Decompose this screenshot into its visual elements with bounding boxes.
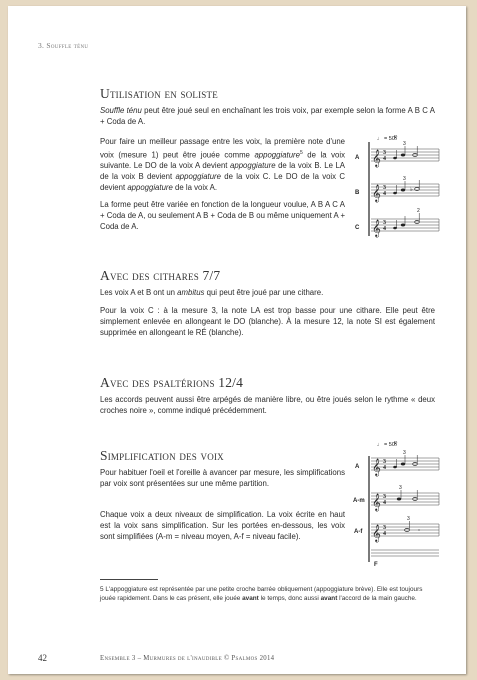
svg-text:3: 3	[383, 150, 386, 156]
score-simplification-a	[353, 438, 443, 570]
paragraph-cithares-ambitus	[100, 288, 435, 299]
emphasis: appoggiature	[127, 182, 173, 192]
paragraph-simplification-levels: Chaque voix a deux niveaux de simplification. La voix écrite en haut est la voix sans simplification. Sur les portées en-dessous, les voix sont simplifiées (A-m = niveau moyen, A-f = niveau facile).	[100, 510, 345, 541]
emphasis: ambitus	[177, 288, 205, 297]
paragraph-soliste-forme: La forme peut être variée en fonction de la longueur voulue, A B A C A + Coda de A, ou seulement A B + Coda de B ou même uniquement A + Coda de A.	[100, 200, 345, 231]
bold-text: avant	[320, 594, 338, 602]
treble-clef-icon: 𝄞	[372, 220, 381, 237]
emphasis: appoggiature	[230, 161, 276, 171]
score-svg	[353, 438, 443, 570]
page-number: 42	[38, 653, 47, 663]
voice-label-a-m: A-m	[353, 498, 365, 504]
flat-icon: ♭	[410, 187, 413, 193]
voice-label-a: A	[355, 464, 360, 470]
tempo-marking: ♩ = 50	[377, 442, 395, 448]
text: L'appoggiature est représentée par une petite croche barrée obliquement (appoggiature brève). Elle est toujours jouée rapidement. Dans le cas présent, elle jouée	[100, 586, 423, 602]
text: l'accord de la main gauche.	[337, 594, 417, 602]
text: le temps, donc aussi	[258, 594, 321, 602]
fingering: 3	[403, 141, 406, 147]
svg-text:3: 3	[383, 494, 386, 500]
treble-clef-icon: 𝄞	[372, 150, 381, 167]
text: de la voix suivante. Le DO de la voix A devient	[100, 150, 346, 171]
staff-a	[355, 141, 439, 167]
treble-clef-icon: 𝄞	[372, 459, 381, 476]
score-voices-a-b-c	[353, 132, 443, 244]
treble-clef-icon: 𝄞	[372, 525, 381, 542]
svg-text:4: 4	[383, 191, 386, 197]
staff-a-m	[353, 485, 439, 511]
fingering: 3	[403, 176, 406, 182]
bottom-label: F	[374, 562, 378, 568]
text: de la voix A.	[172, 182, 218, 192]
footer-credit: Ensemble 3 – Murmures de l'inaudible © Psalmos 2014	[100, 655, 275, 662]
section-title-psalterions: Avec des psaltérions 12/4	[100, 375, 244, 390]
footnote-ref: 5	[299, 149, 303, 156]
footnote	[100, 586, 435, 603]
emphasis: Souffle ténu	[100, 106, 142, 115]
note-head	[393, 157, 397, 160]
staff-b	[355, 176, 439, 202]
treble-clef-icon: 𝄞	[372, 185, 381, 202]
fingering: 3	[399, 485, 402, 491]
bold-text: avant	[242, 594, 259, 602]
emphasis: appoggiature	[175, 171, 221, 181]
paragraph-psalterions: Les accords peuvent aussi être arpégés de manière libre, ou être joués selon le rythme « deux croches noire », comme indiqué précédemment.	[100, 395, 435, 415]
svg-text:3: 3	[383, 525, 386, 531]
text: qui peut être joué par une cithare.	[204, 288, 324, 297]
voice-label-a-f: A-f	[354, 529, 363, 535]
page	[8, 6, 466, 674]
segno-icon: 𝄋	[394, 133, 398, 142]
text: Pour faire un meilleur passage entre les voix, la première note d'une voix (mesure 1) peut être jouée comme	[100, 137, 345, 160]
svg-text:3: 3	[383, 459, 386, 465]
tempo-marking: ♩ = 50	[377, 136, 395, 142]
paragraph-soliste-appoggiature	[100, 137, 345, 194]
paragraph-soliste-intro	[100, 106, 435, 128]
footnote-rule	[100, 579, 158, 580]
voice-label-c: C	[355, 225, 360, 231]
fingering: 2	[417, 208, 420, 214]
emphasis: appoggiature	[254, 150, 300, 160]
paragraph-cithares-voix-c: Pour la voix C : à la mesure 3, la note LA est trop basse pour une cithare. Elle peut être simplement enlevée en allongeant le DO (blanche). À la mesure 12, la note SI est également supprimée en allongeant le RÉ (blanche).	[100, 306, 435, 337]
svg-text:4: 4	[383, 226, 386, 232]
text: de la voix B. Le LA de la voix B devient	[100, 161, 345, 181]
segno-icon: 𝄋	[394, 439, 398, 448]
svg-text:4: 4	[383, 465, 386, 471]
staff-a-f	[354, 516, 439, 542]
svg-text:4: 4	[383, 500, 386, 506]
text: Les voix A et B ont un	[100, 288, 178, 297]
fingering: 3	[403, 450, 406, 456]
score-svg	[353, 132, 443, 244]
section-title-simplification: Simplification des voix	[100, 448, 224, 463]
staff-c	[355, 208, 439, 237]
section-title-soliste: Utilisation en soliste	[100, 86, 218, 101]
svg-text:4: 4	[383, 156, 386, 162]
running-header: 3. Souffle ténu	[38, 41, 89, 50]
section-title-cithares: Avec des cithares 7/7	[100, 268, 221, 283]
staff-bass	[371, 550, 439, 568]
voice-label-a: A	[355, 155, 360, 161]
voice-label-b: B	[355, 190, 360, 196]
text: de la voix C. Le DO de la voix C devient	[100, 171, 345, 192]
svg-text:3: 3	[383, 185, 386, 191]
staff-a	[355, 450, 439, 476]
svg-text:4: 4	[383, 531, 386, 537]
footnote-number: 5	[100, 586, 104, 593]
treble-clef-icon: 𝄞	[372, 494, 381, 511]
paragraph-simplification-intro: Pour habituer l'oeil et l'oreille à avancer par mesure, les simplifications par voix sont présentées sur une même partition.	[100, 468, 345, 488]
svg-text:3: 3	[383, 220, 386, 226]
text: peut être joué seul en enchaînant les trois voix, par exemple selon la forme A B C A + Coda de A.	[100, 106, 435, 126]
fingering: 3	[407, 516, 410, 522]
